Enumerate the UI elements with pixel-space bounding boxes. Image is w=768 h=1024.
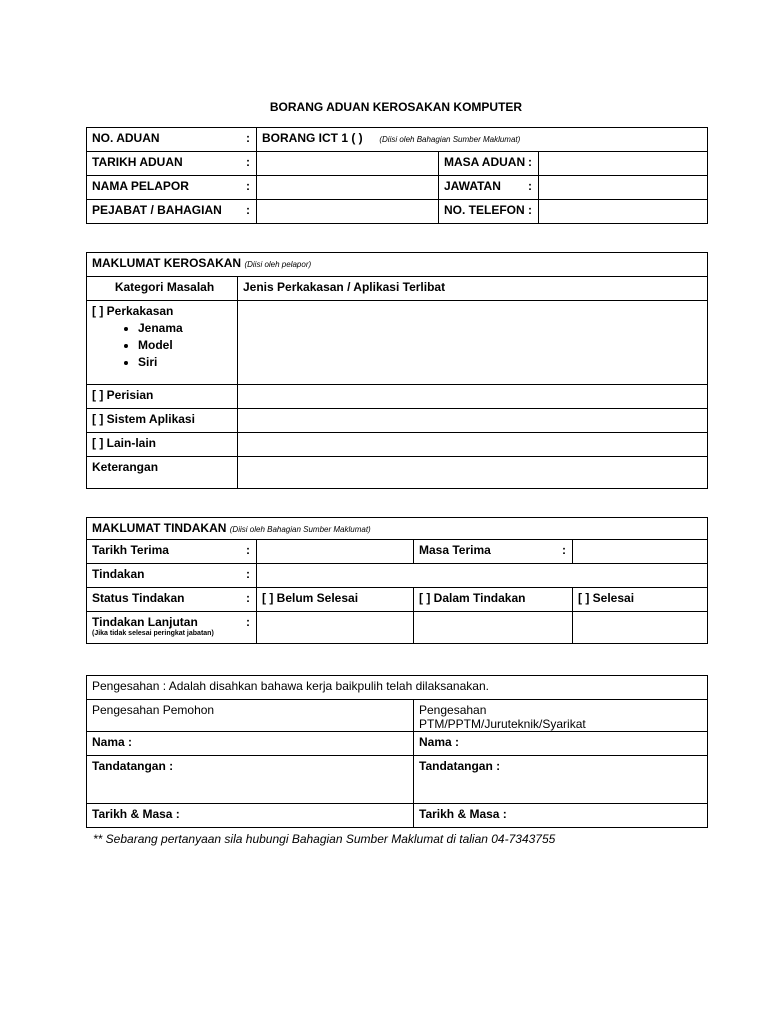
form-title: BORANG ADUAN KEROSAKAN KOMPUTER [269,100,523,114]
colon: : [246,131,250,145]
masa-terima-field[interactable] [573,540,708,564]
tandatangan-pemohon-field[interactable]: Tandatangan : [87,756,414,804]
dalam-tindakan-checkbox[interactable]: [ ] Dalam Tindakan [414,588,573,612]
masa-aduan-cell [439,152,539,176]
kerosakan-heading-note: (Diisi oleh pelapor) [244,260,312,269]
tarikh-masa-pemohon-field[interactable]: Tarikh & Masa : [87,804,414,828]
keterangan-label: Keterangan [87,457,238,489]
list-item: • Jenama [138,320,237,337]
colon: : [562,543,566,557]
no-telefon-cell [439,200,539,224]
perkakasan-cell[interactable] [87,301,238,385]
tindakan-lanjutan-field-3[interactable] [573,612,708,644]
status-tindakan-label: Status Tindakan [92,591,185,605]
sistem-aplikasi-field[interactable] [238,409,708,433]
colon: : [528,203,532,217]
kerosakan-table [86,252,708,489]
no-aduan-note: (Diisi oleh Bahagian Sumber Maklumat) [379,135,521,144]
header-table [86,127,708,224]
status-tindakan-cell [87,588,257,612]
kerosakan-heading: MAKLUMAT KEROSAKAN [92,256,242,270]
colon: : [528,179,532,193]
perkakasan-field[interactable] [238,301,708,385]
lain-lain-field[interactable] [238,433,708,457]
perkakasan-list [92,320,237,371]
tindakan-lanjutan-note: (Jika tidak selesai peringkat jabatan) [92,630,214,637]
tarikh-terima-field[interactable] [257,540,414,564]
keterangan-field[interactable] [238,457,708,489]
jawatan-field[interactable] [539,176,708,200]
masa-aduan-field[interactable] [539,152,708,176]
colon: : [246,543,250,557]
tarikh-masa-ptm-field[interactable]: Tarikh & Masa : [414,804,708,828]
nama-pelapor-label: NAMA PELAPOR [92,179,189,193]
colon: : [246,203,250,217]
perisian-checkbox[interactable]: [ ] Perisian [87,385,238,409]
pejabat-cell [87,200,257,224]
nama-pemohon-field[interactable]: Nama : [87,732,414,756]
nama-pelapor-field[interactable] [257,176,439,200]
tindakan-heading: MAKLUMAT TINDAKAN [92,521,227,535]
list-item: • Siri [138,354,237,371]
pejabat-label: PEJABAT / BAHAGIAN [92,203,222,217]
masa-aduan-label: MASA ADUAN [444,155,526,169]
no-aduan-cell [87,128,257,152]
sistem-aplikasi-checkbox[interactable]: [ ] Sistem Aplikasi [87,409,238,433]
tindakan-lanjutan-field-1[interactable] [257,612,414,644]
tarikh-terima-label: Tarikh Terima [92,543,169,557]
nama-pelapor-cell [87,176,257,200]
col-kategori-masalah: Kategori Masalah [87,277,238,301]
no-aduan-value: BORANG ICT 1 ( ) [262,131,363,145]
colon: : [246,155,250,169]
nama-ptm-field[interactable]: Nama : [414,732,708,756]
pejabat-field[interactable] [257,200,439,224]
tandatangan-ptm-field[interactable]: Tandatangan : [414,756,708,804]
no-aduan-label: NO. ADUAN [92,131,160,145]
list-item: • Model [138,337,237,354]
colon: : [246,615,250,629]
footer-note: ** Sebarang pertanyaan sila hubungi Bahagian Sumber Maklumat di talian 04-7343755 [93,832,556,846]
selesai-checkbox[interactable]: [ ] Selesai [573,588,708,612]
tindakan-cell [87,564,257,588]
tindakan-label: Tindakan [92,567,145,581]
no-telefon-label: NO. TELEFON [444,203,525,217]
kerosakan-heading-cell [87,253,708,277]
pengesahan-ptm-line1: Pengesahan [419,703,487,717]
tindakan-table [86,517,708,644]
tindakan-lanjutan-cell [87,612,257,644]
no-aduan-value-cell[interactable] [257,128,708,152]
tindakan-field[interactable] [257,564,708,588]
masa-terima-label: Masa Terima [419,543,491,557]
col-jenis-perkakasan: Jenis Perkakasan / Aplikasi Terlibat [238,277,708,301]
tindakan-heading-note: (Diisi oleh Bahagian Sumber Maklumat) [229,525,371,534]
jawatan-cell [439,176,539,200]
belum-selesai-checkbox[interactable]: [ ] Belum Selesai [257,588,414,612]
no-telefon-field[interactable] [539,200,708,224]
pengesahan-pemohon-label: Pengesahan Pemohon [87,700,414,732]
perisian-field[interactable] [238,385,708,409]
pengesahan-table [86,675,708,828]
masa-terima-cell [414,540,573,564]
lain-lain-checkbox[interactable]: [ ] Lain-lain [87,433,238,457]
tarikh-terima-cell [87,540,257,564]
tindakan-lanjutan-field-2[interactable] [414,612,573,644]
colon: : [528,155,532,169]
tindakan-heading-cell [87,518,708,540]
colon: : [246,591,250,605]
tarikh-aduan-field[interactable] [257,152,439,176]
pengesahan-ptm-line2: PTM/PPTM/Juruteknik/Syarikat [419,717,586,731]
colon: : [246,179,250,193]
pengesahan-statement: Pengesahan : Adalah disahkan bahawa kerja baikpulih telah dilaksanakan. [87,676,708,700]
tarikh-aduan-cell [87,152,257,176]
colon: : [246,567,250,581]
perkakasan-checkbox[interactable]: [ ] Perkakasan [92,304,174,318]
tindakan-lanjutan-label: Tindakan Lanjutan [92,615,198,629]
jawatan-label: JAWATAN [444,179,501,193]
pengesahan-ptm-cell [414,700,708,732]
tarikh-aduan-label: TARIKH ADUAN [92,155,183,169]
